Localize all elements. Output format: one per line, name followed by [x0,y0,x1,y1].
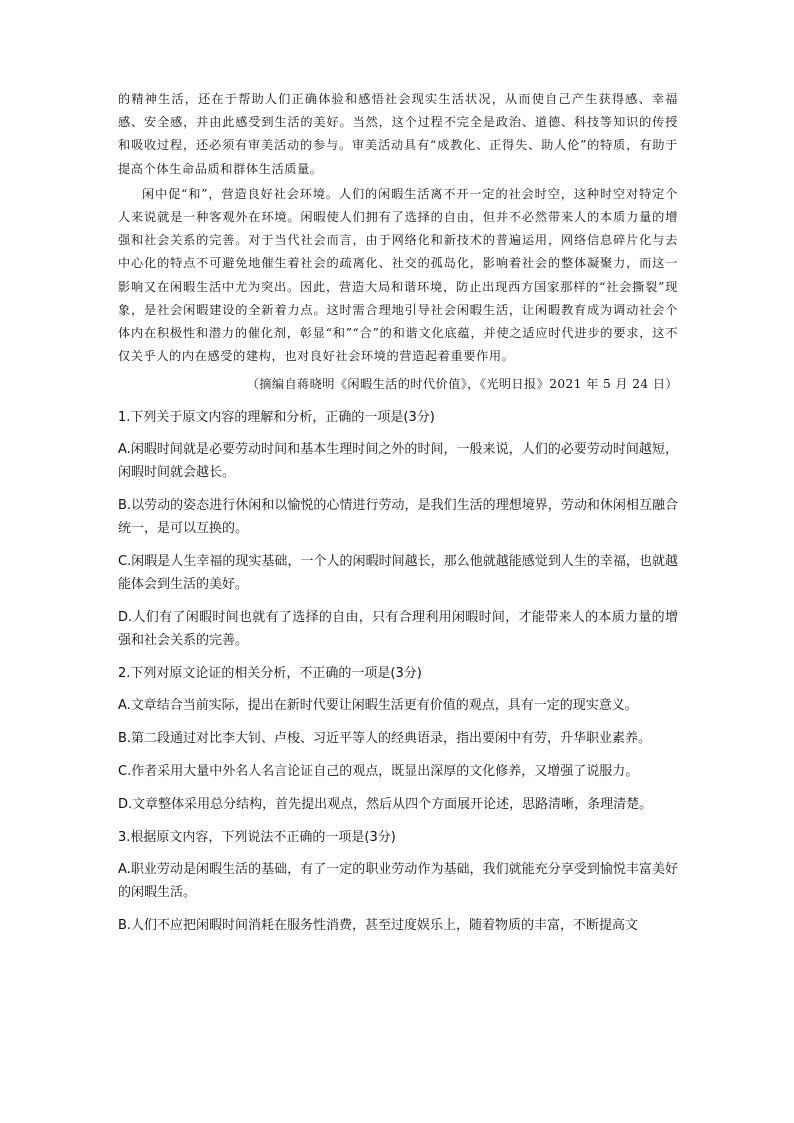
option-b: B.第二段通过对比李大钊、卢梭、习近平等人的经典语录，指出要闲中有劳，升华职业素养。 [118,731,652,747]
question-stem: 3.根据原文内容，下列说法不正确的一项是(3分) [118,830,396,846]
option-c: C.闲暇是人生幸福的现实基础，一个人的闲暇时间越长，那么他就越能感觉到人生的幸福，也就越能体会到生活的美好。 [118,554,678,593]
option-c: C.作者采用大量中外名人名言论证自己的观点，既显出深厚的文化修养，又增强了说服力。 [118,764,639,780]
document-page [118,88,678,947]
passage-paragraph-1: 的精神生活，还在于帮助人们正确体验和感悟社会现实生活状况，从而使自己产生获得感、幸福感、安全感，并由此感受到生活的美好。当然，这个过程不完全是政治、道德、科技等知识的传授和吸收过程，还必须有审美活动的参与。审美活动具有“成教化、正得失、助人伦”的特质，有助于提高个体生命品质和群体生活质量。 [118,92,678,176]
question-3 [118,826,678,937]
question-stem: 1.下列关于原文内容的理解和分析，正确的一项是(3分) [118,410,435,426]
question-stem: 2.下列对原文论证的相关分析，不正确的一项是(3分) [118,666,422,682]
source-citation: （摘编自蒋晓明《闲暇生活的时代价值》，《光明日报》2021 年 5 月 24 日） [246,377,678,392]
option-b: B.人们不应把闲暇时间消耗在服务性消费，甚至过度娱乐上，随着物质的丰富，不断提高文 [118,918,639,934]
reading-passage [118,88,678,368]
option-a: A.闲暇时间就是必要劳动时间和基本生理时间之外的时间，一般来说，人们的必要劳动时间越短，闲暇时间就会越长。 [118,442,678,481]
option-d: D.人们有了闲暇时间也就有了选择的自由，只有合理利用闲暇时间，才能带来人的本质力量的增强和社会关系的完善。 [118,610,678,649]
passage-paragraph-2: 闲中促“和”，营造良好社会环境。人们的闲暇生活离不开一定的社会时空，这种时空对特定个人来说就是一种客观外在环境。闲暇使人们拥有了选择的自由，但并不必然带来人的本质力量的增强和社会关系的完善。对于当代社会而言，由于网络化和新技术的普遍运用，网络信息碎片化与去中心化的特点不可避免地催生着社会的疏离化、社交的孤岛化，影响着社会的整体凝聚力，而这一影响又在闲暇生活中尤为突出。因此，营造大局和谐环境，防止出现西方国家那样的“社会撕裂”现象，是社会闲暇建设的全新着力点。这时需合理地引导社会闲暇生活，让闲暇教育成为调动社会个体内在积极性和潜力的催化剂，彰显“和”“合”的和谐文化底蕴，并使之适应时代进步的要求，这不仅关乎人的内在感受的建构，也对良好社会环境的营造起着重要作用。 [118,186,678,364]
question-2 [118,662,678,816]
option-a: A.职业劳动是闲暇生活的基础，有了一定的职业劳动作为基础，我们就能充分享受到愉悦丰富美好的闲暇生活。 [118,862,678,901]
question-1 [118,406,678,652]
option-a: A.文章结合当前实际，提出在新时代要让闲暇生活更有价值的观点，具有一定的现实意义。 [118,698,638,714]
option-b: B.以劳动的姿态进行休闲和以愉悦的心情进行劳动，是我们生活的理想境界，劳动和休闲相互融合统一，是可以互换的。 [118,498,678,537]
option-d: D.文章整体采用总分结构，首先提出观点，然后从四个方面展开论述，思路清晰，条理清楚。 [118,797,653,813]
